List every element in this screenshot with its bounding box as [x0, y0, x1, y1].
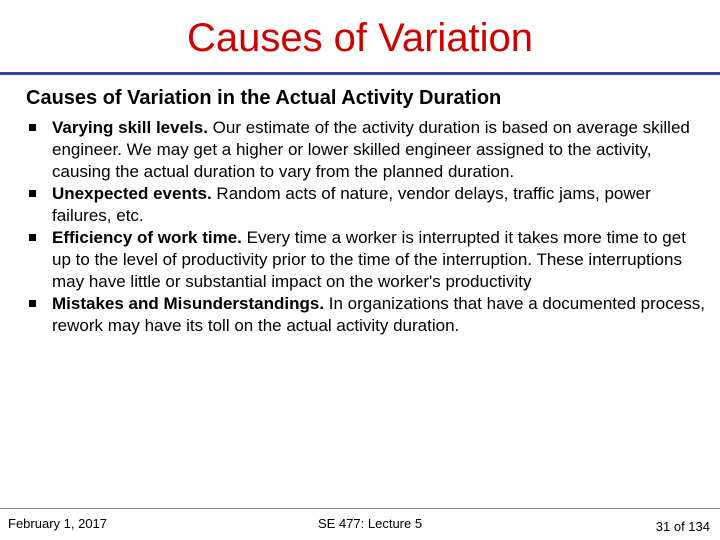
- bullet-item: [28, 227, 708, 293]
- bullet-item: [28, 117, 708, 183]
- square-bullet-icon: [29, 300, 36, 307]
- slide-title: Causes of Variation: [186, 16, 534, 60]
- bullet-text: In organizations that have a documented process, rework may have its toll on the actual activity duration.: [52, 294, 705, 335]
- bullet-lead: Unexpected events.: [52, 184, 212, 203]
- bullet-text: Every time a worker is interrupted it takes more time to get up to the level of productivity prior to the time of the interruption. These interruptions may have little or substantial impact on the worker's productivity: [52, 228, 686, 291]
- square-bullet-icon: [29, 124, 36, 131]
- footer-divider: [0, 508, 720, 509]
- footer-date: February 1, 2017: [8, 516, 108, 531]
- bullet-list: [28, 117, 708, 337]
- bullet-lead: Efficiency of work time.: [52, 228, 242, 247]
- bullet-text: Our estimate of the activity duration is based on average skilled engineer. We may get a higher or lower skilled engineer assigned to the activity, causing the actual duration to vary from the planned duration.: [52, 118, 690, 181]
- bullet-text: Random acts of nature, vendor delays, traffic jams, power failures, etc.: [52, 184, 651, 225]
- slide-subtitle: Causes of Variation in the Actual Activity Duration: [26, 87, 502, 109]
- square-bullet-icon: [29, 190, 36, 197]
- footer-page-number: 31 of 134: [655, 519, 710, 534]
- footer-course: SE 477: Lecture 5: [318, 516, 423, 531]
- bullet-item: [28, 293, 708, 337]
- bullet-lead: Varying skill levels.: [52, 118, 208, 137]
- bullet-lead: Mistakes and Misunderstandings.: [52, 294, 325, 313]
- bullet-item: [28, 183, 708, 227]
- square-bullet-icon: [29, 234, 36, 241]
- title-divider: [0, 72, 720, 75]
